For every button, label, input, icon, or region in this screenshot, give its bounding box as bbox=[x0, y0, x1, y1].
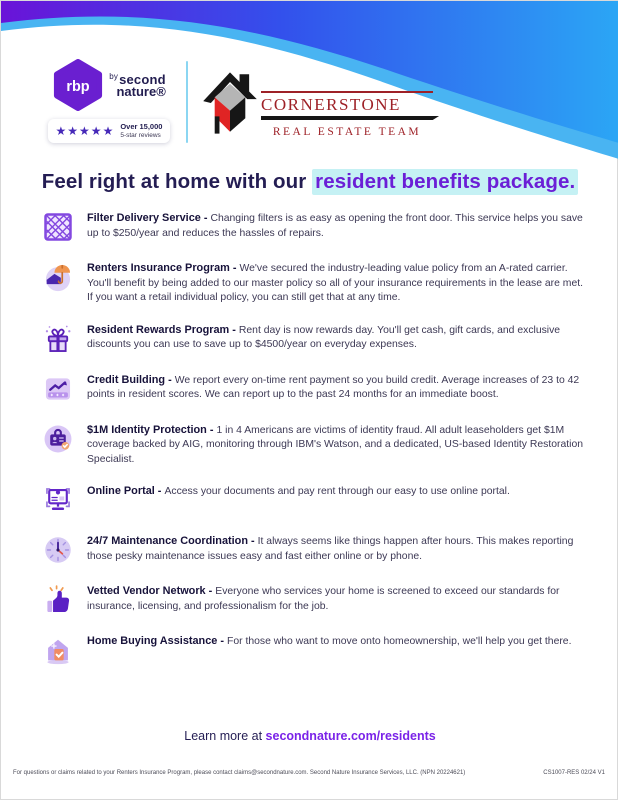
benefit-title: Vetted Vendor Network - bbox=[87, 585, 213, 598]
benefit-credit-building bbox=[41, 372, 589, 406]
five-stars-icon: ★★★★★ bbox=[55, 124, 115, 139]
benefit-description: 1 in 4 Americans are victims of identity fraud. All adult leaseholders get $1M coverage backed by AIG, monitoring through IBM's Watson, and a dedicated, US-based Identity Restoration Specialist. bbox=[87, 424, 584, 465]
benefit-description: Changing filters is as easy as opening the front door. This service helps you save up to $250/year and reduces the hassles of repairs. bbox=[87, 213, 583, 239]
logo-divider bbox=[186, 61, 188, 143]
credit-score-icon bbox=[41, 372, 75, 406]
benefit-title: Online Portal - bbox=[87, 485, 162, 498]
benefit-description: We've secured the industry-leading value policy from an A-rated carrier. You'll benefit by being added to our master policy so all of your insurance requirements in the lease are met. If you want a retail individual policy, you can still get that at any time. bbox=[87, 263, 584, 304]
benefit-filter-delivery bbox=[41, 210, 589, 244]
rbp-brand-block bbox=[45, 59, 173, 143]
cornerstone-top-rule bbox=[261, 91, 433, 93]
benefit-description: For those who want to move onto homeownership, we'll help you get there. bbox=[226, 636, 572, 648]
benefit-title: Resident Rewards Program - bbox=[87, 323, 236, 336]
benefit-renters-insurance bbox=[41, 260, 589, 306]
clock-icon bbox=[41, 533, 75, 567]
headline-highlight: resident benefits package. bbox=[312, 169, 578, 195]
cornerstone-house-icon bbox=[201, 59, 259, 147]
umbrella-insurance-icon bbox=[41, 260, 75, 294]
thumbs-up-icon bbox=[41, 583, 75, 617]
page-title bbox=[1, 170, 618, 194]
fine-print bbox=[13, 770, 605, 776]
benefit-title: Credit Building - bbox=[87, 373, 172, 386]
benefit-maintenance bbox=[41, 533, 589, 567]
headline-prefix: Feel right at home with our bbox=[41, 170, 313, 193]
fine-print-left: For questions or claims related to your Renters Insurance Program, please contact claims@secondnature.com. Second Nature Insurance Services, LLC. (NPN 20224621) bbox=[13, 770, 466, 776]
brand-line2: nature® bbox=[116, 83, 166, 99]
benefit-description: We report every on-time rent payment so you build credit. Average increases of 23 to 42 points in resident scores. We can report up to the past 24 months for an immediate boost. bbox=[87, 374, 580, 401]
gift-icon bbox=[41, 322, 75, 356]
benefit-title: Home Buying Assistance - bbox=[87, 635, 224, 648]
benefit-resident-rewards bbox=[41, 322, 589, 356]
benefits-list bbox=[41, 210, 589, 667]
id-card-icon bbox=[41, 422, 75, 456]
benefit-online-portal bbox=[41, 483, 589, 517]
benefit-home-buying bbox=[41, 633, 589, 667]
benefit-description: Access your documents and pay rent through our easy to use online portal. bbox=[164, 486, 510, 498]
reviews-label: 5-star reviews bbox=[120, 131, 161, 139]
benefit-description: Rent day is now rewards day. You'll get cash, gift cards, and exclusive discounts you can use to save up to $4500/year on everyday expenses. bbox=[87, 324, 561, 351]
learn-more-link[interactable]: secondnature.com/residents bbox=[265, 729, 436, 743]
reviews-badge bbox=[48, 119, 171, 143]
fine-print-code: CS1007-RES 02/24 V1 bbox=[543, 770, 605, 776]
cornerstone-title: CORNERSTONE bbox=[261, 94, 401, 114]
house-check-icon bbox=[41, 633, 75, 667]
logo-row bbox=[45, 59, 433, 147]
rbp-logo-icon bbox=[52, 59, 104, 111]
rbp-logo-text: rbp bbox=[66, 78, 90, 95]
by-label: by bbox=[109, 71, 119, 81]
brand-line1: second bbox=[119, 71, 166, 87]
learn-more-prefix: Learn more at bbox=[184, 729, 266, 743]
benefit-title: Filter Delivery Service - bbox=[87, 212, 208, 224]
benefit-description: Everyone who services your home is screened to exceed our standards for insurance, licensing, and professionalism for the job. bbox=[87, 586, 560, 612]
benefit-vendor-network bbox=[41, 583, 589, 617]
benefit-title: $1M Identity Protection - bbox=[87, 423, 214, 436]
benefit-title: 24/7 Maintenance Coordination - bbox=[87, 535, 255, 548]
benefit-description: It always seems like things happen after hours. This makes reporting those pesky maintenance issues easy and fast either online or by phone. bbox=[87, 536, 574, 562]
reviews-count: Over 15,000 bbox=[120, 122, 163, 131]
filter-icon bbox=[41, 210, 75, 244]
by-second-nature bbox=[109, 73, 166, 98]
benefit-title: Renters Insurance Program - bbox=[87, 262, 237, 274]
cornerstone-subtitle: REAL ESTATE TEAM bbox=[272, 126, 422, 138]
online-portal-icon bbox=[41, 483, 75, 517]
cornerstone-black-bar bbox=[261, 116, 440, 121]
learn-more-line bbox=[1, 729, 618, 743]
cornerstone-logo bbox=[201, 59, 433, 147]
benefit-identity-protection bbox=[41, 422, 589, 468]
